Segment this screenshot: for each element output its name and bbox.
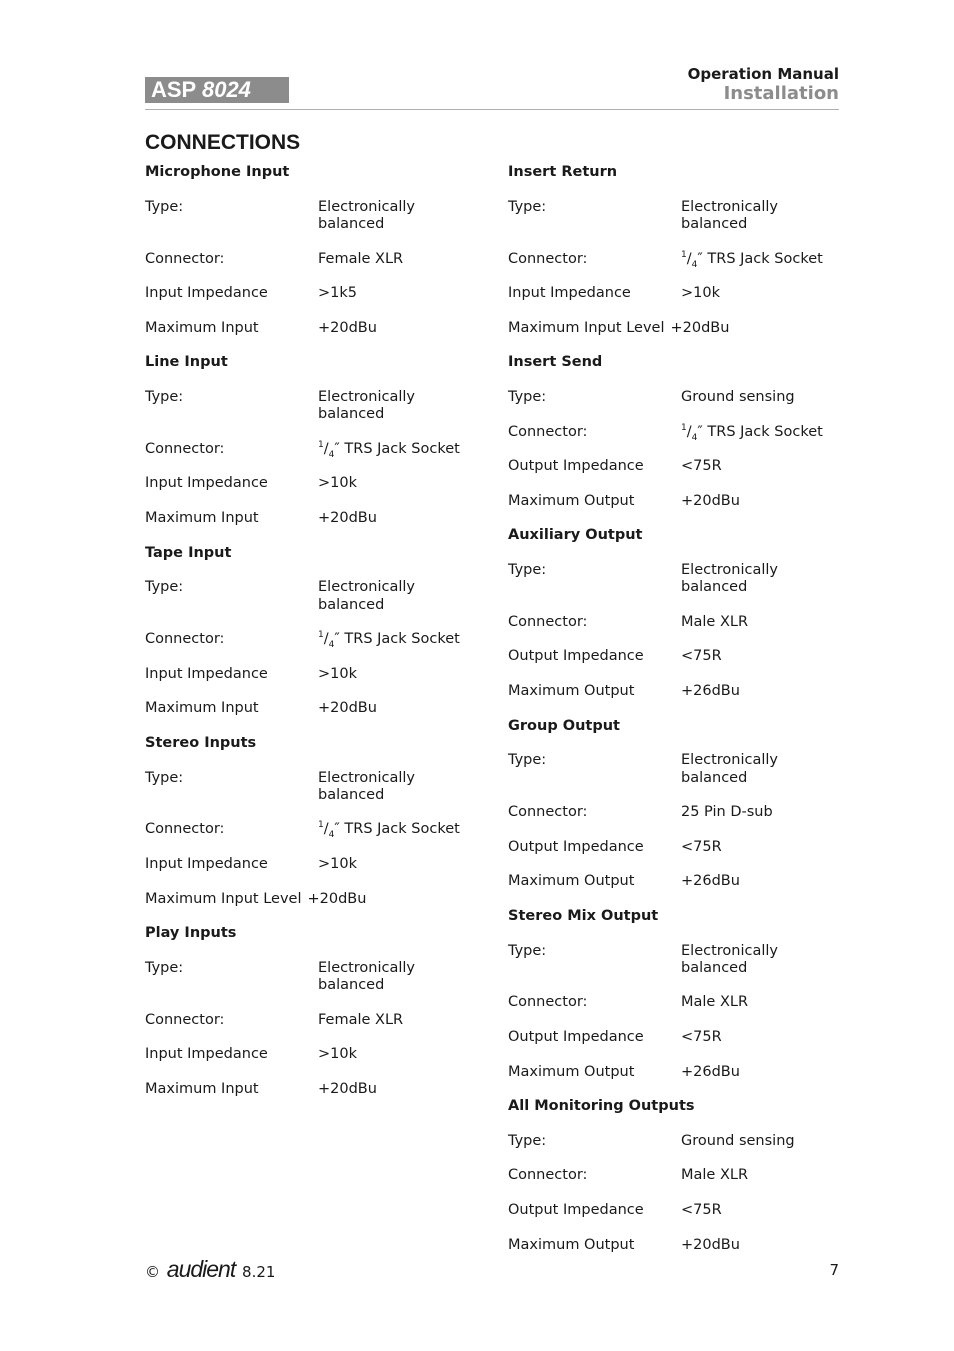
- logo-model: 8024: [201, 77, 251, 102]
- spec-section-heading: Tape Input: [145, 544, 232, 561]
- fraction-denominator: 4: [328, 449, 335, 460]
- spec-value-text: ″ TRS Jack Socket: [334, 631, 460, 648]
- spec-value: Ground sensing: [681, 1132, 795, 1149]
- spec-value: Electronically balanced: [681, 198, 778, 233]
- spec-label: Type:: [145, 198, 184, 215]
- spec-label: Connector:: [508, 613, 588, 630]
- spec-label: Maximum Output: [508, 492, 635, 509]
- spec-value: Electronically balanced: [318, 769, 415, 803]
- spec-value: <75R: [681, 648, 722, 665]
- fraction-slash: /: [686, 423, 692, 440]
- manual-title: Operation Manual: [687, 65, 839, 83]
- copyright-symbol: ©: [145, 1263, 160, 1281]
- fraction-slash: /: [323, 631, 329, 648]
- spec-label: Maximum Input Level: [508, 319, 665, 336]
- spec-label: Input Impedance: [145, 475, 268, 492]
- spec-label: Input Impedance: [145, 1046, 268, 1063]
- spec-value: Electronically balanced: [681, 561, 778, 596]
- spec-label: Output Impedance: [508, 838, 644, 855]
- product-logo: [145, 77, 289, 103]
- spec-value: <75R: [681, 1029, 722, 1045]
- spec-value: Ground sensing: [681, 388, 795, 405]
- spec-value: +20dBu: [670, 319, 730, 336]
- spec-value: 25 Pin D-sub: [681, 804, 773, 821]
- spec-label: Type:: [145, 388, 184, 405]
- spec-value: +26dBu: [681, 873, 740, 890]
- spec-value: +26dBu: [681, 683, 740, 699]
- fraction-numerator: 1: [681, 249, 687, 260]
- spec-value: <75R: [681, 838, 722, 855]
- spec-section-heading: Play Inputs: [145, 925, 237, 942]
- spec-value: >10k: [681, 285, 720, 302]
- spec-value: [318, 441, 478, 459]
- spec-label: Input Impedance: [145, 285, 268, 302]
- spec-section-heading: All Monitoring Outputs: [508, 1098, 695, 1115]
- spec-label: Maximum Output: [508, 683, 635, 699]
- spec-section-heading: Group Output: [508, 717, 620, 734]
- spec-value: [318, 821, 478, 839]
- spec-section-heading: Stereo Mix Output: [508, 907, 659, 924]
- fraction-slash: /: [323, 440, 329, 457]
- spec-label: Connector:: [145, 821, 225, 838]
- spec-label: Connector:: [145, 631, 225, 648]
- spec-label: Type:: [145, 959, 184, 976]
- spec-value: Electronically balanced: [318, 579, 415, 613]
- spec-label: Maximum Input Level: [145, 890, 302, 907]
- spec-label: Input Impedance: [508, 285, 631, 302]
- spec-value: +20dBu: [318, 510, 377, 526]
- spec-value: >1k5: [318, 285, 357, 302]
- spec-label: Connector:: [508, 804, 588, 821]
- version-number: 8.21: [242, 1263, 276, 1281]
- spec-value: +26dBu: [681, 1063, 740, 1080]
- spec-label: Connector:: [145, 1011, 225, 1028]
- page-number: 7: [829, 1261, 839, 1279]
- spec-value: Electronically balanced: [318, 959, 415, 994]
- spec-section-heading: Insert Return: [508, 164, 618, 180]
- spec-value: <75R: [681, 458, 722, 475]
- spec-label: Maximum Output: [508, 873, 635, 890]
- spec-label: Type:: [508, 561, 547, 578]
- spec-label: Maximum Output: [508, 1236, 635, 1253]
- spec-section-heading: Line Input: [145, 354, 228, 371]
- spec-value: Male XLR: [681, 994, 749, 1011]
- spec-value-text: ″ TRS Jack Socket: [334, 821, 460, 838]
- spec-value: Male XLR: [681, 613, 749, 630]
- spec-label: Type:: [508, 942, 547, 959]
- spec-label: Maximum Input: [145, 700, 259, 717]
- spec-value: [681, 424, 841, 442]
- spec-label: Output Impedance: [508, 648, 644, 665]
- fraction-slash: /: [686, 250, 692, 267]
- spec-value: >10k: [318, 856, 357, 872]
- fraction-slash: /: [323, 821, 329, 838]
- spec-value-text: ″ TRS Jack Socket: [697, 250, 823, 267]
- spec-label: Maximum Output: [508, 1063, 635, 1080]
- footer-copyright: [145, 1256, 275, 1283]
- spec-value: +20dBu: [318, 1080, 377, 1097]
- spec-value: Electronically balanced: [681, 752, 778, 786]
- spec-label: Connector:: [145, 440, 225, 457]
- spec-label: Maximum Input: [145, 319, 259, 336]
- spec-value: <75R: [681, 1202, 722, 1218]
- spec-value-text: ″ TRS Jack Socket: [697, 423, 823, 440]
- spec-label: Maximum Input: [145, 1080, 259, 1097]
- spec-label: Input Impedance: [145, 856, 268, 872]
- fraction-numerator: 1: [318, 820, 324, 831]
- spec-value: +20dBu: [318, 319, 377, 336]
- fraction-numerator: 1: [681, 422, 687, 433]
- spec-label: Connector:: [508, 994, 588, 1011]
- header-divider: [145, 109, 839, 110]
- spec-value: Male XLR: [681, 1167, 749, 1184]
- brand-logo: audient: [166, 1256, 236, 1282]
- spec-label: Output Impedance: [508, 1202, 644, 1218]
- spec-section-heading: Stereo Inputs: [145, 734, 257, 751]
- fraction-numerator: 1: [318, 630, 324, 641]
- spec-value: Electronically balanced: [318, 388, 415, 423]
- spec-label: Type:: [508, 1132, 547, 1149]
- spec-label: Connector:: [508, 423, 588, 440]
- spec-label: Connector:: [508, 1167, 588, 1184]
- spec-label: Type:: [508, 388, 547, 405]
- fraction-denominator: 4: [691, 432, 698, 443]
- spec-value: +20dBu: [681, 1236, 740, 1253]
- spec-value: Electronically balanced: [318, 198, 415, 233]
- spec-label: Maximum Input: [145, 510, 259, 526]
- spec-label: Output Impedance: [508, 458, 644, 475]
- logo-prefix: ASP: [151, 77, 196, 102]
- spec-value: [318, 631, 478, 649]
- spec-label: Type:: [508, 198, 547, 215]
- fraction-denominator: 4: [328, 639, 335, 650]
- spec-value: >10k: [318, 475, 357, 492]
- spec-value: >10k: [318, 665, 357, 682]
- spec-value: Electronically balanced: [681, 942, 778, 976]
- spec-label: Type:: [145, 579, 184, 596]
- fraction-numerator: 1: [318, 439, 324, 450]
- spec-label: Connector:: [145, 250, 225, 267]
- spec-label: Type:: [508, 752, 547, 769]
- spec-section-heading: Auxiliary Output: [508, 527, 643, 544]
- spec-value: +20dBu: [307, 890, 367, 907]
- spec-value-text: ″ TRS Jack Socket: [334, 440, 460, 457]
- spec-label: Type:: [145, 769, 184, 786]
- page-heading: CONNECTIONS: [145, 131, 301, 154]
- spec-value: Female XLR: [318, 1011, 404, 1028]
- fraction-denominator: 4: [328, 830, 335, 841]
- spec-value: +20dBu: [681, 492, 740, 509]
- section-name: Installation: [723, 83, 839, 104]
- spec-label: Connector:: [508, 250, 588, 267]
- spec-value: Female XLR: [318, 250, 404, 267]
- spec-section-heading: Microphone Input: [145, 164, 290, 180]
- spec-section-heading: Insert Send: [508, 354, 603, 371]
- spec-label: Output Impedance: [508, 1029, 644, 1045]
- spec-value: [681, 251, 841, 269]
- spec-value: +20dBu: [318, 700, 377, 717]
- spec-value: >10k: [318, 1046, 357, 1063]
- spec-label: Input Impedance: [145, 665, 268, 682]
- fraction-denominator: 4: [691, 259, 698, 270]
